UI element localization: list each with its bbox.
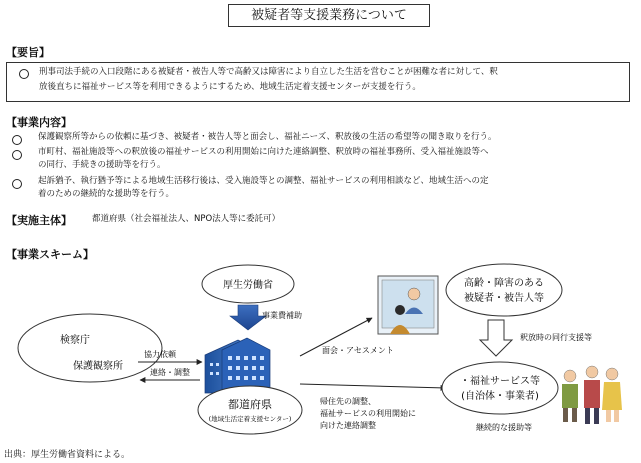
- welfare-label-1: ・福祉サービス等: [460, 376, 540, 387]
- funding-arrow-icon: [230, 305, 266, 330]
- center-label: (地域生活定着支援センター): [208, 415, 292, 423]
- welfare-node: [442, 362, 558, 414]
- bullet-circle-icon: [12, 179, 22, 189]
- scheme-diagram: [0, 258, 641, 448]
- contents-item-2-line-2: の同行、手続きの援助等を行う。: [38, 160, 166, 170]
- source-note: 出典：厚生労働省資料による。: [4, 450, 131, 460]
- welfare-label-2: (自治体・事業者): [461, 391, 539, 402]
- summary-box: [6, 62, 630, 102]
- coordination-desc-2: 福祉サービスの利用開始に: [320, 409, 416, 418]
- people-illustration: [562, 366, 622, 424]
- contents-heading: 【事業内容】: [6, 116, 72, 129]
- bullet-circle-icon: [19, 69, 29, 79]
- suspect-label-1: 高齢・障害のある: [464, 278, 544, 289]
- contents-item-1-line-1: 保護観察所等からの依頼に基づき、被疑者・被告人等と面会し、福祉ニーズ、釈放後の生活の希望等の聞き取りを行う。: [38, 132, 497, 142]
- coordination-label: 連絡・調整: [150, 368, 190, 377]
- subsidy-label: 事業費補助: [262, 311, 302, 320]
- continuous-support-label: 継続的な援助等: [476, 423, 532, 432]
- implementer-heading: 【実施主体】: [6, 214, 72, 227]
- coordination-to-welfare-arrow: [300, 384, 446, 388]
- prefecture-label: 都道府県: [228, 398, 272, 411]
- suspect-node: [446, 264, 562, 316]
- suspect-label-2: 被疑者・被告人等: [464, 293, 544, 304]
- bullet-circle-icon: [12, 135, 22, 145]
- probation-label: 保護観察所: [73, 361, 123, 372]
- summary-line-1: 刑事司法手続の入口段階にある被疑者・被告人等で高齢又は障害により自立した生活を営むことが困難な者に対して、釈: [39, 67, 498, 77]
- accompany-label: 釈放時の同行支援等: [520, 333, 592, 342]
- summary-heading: 【要旨】: [6, 46, 50, 59]
- prosecutors-label: 検察庁: [60, 335, 90, 346]
- request-label: 協力依頼: [144, 350, 176, 359]
- summary-line-2: 放後直ちに福祉サービス等を利用できるようにするため、地域生活定着支援センターが支援を行う。: [39, 82, 421, 92]
- interview-label: 面会・アセスメント: [322, 346, 394, 355]
- page-title: 被疑者等支援業務について: [228, 4, 430, 27]
- coordination-desc-1: 帰住先の調整、: [320, 397, 376, 406]
- interview-illustration: [378, 276, 438, 334]
- scheme-heading: 【事業スキーム】: [6, 248, 94, 261]
- coordination-desc-3: 向けた連絡調整: [320, 421, 376, 430]
- mhlw-label: 厚生労働省: [223, 280, 273, 291]
- prefecture-node: [198, 386, 302, 434]
- release-support-arrow-icon: [480, 320, 512, 356]
- contents-item-3-line-2: 着のための継続的な援助等を行う。: [38, 189, 175, 199]
- contents-item-3-line-1: 起訴猶予、執行猶予等による地域生活移行後は、受入施設等との調整、福祉サービスの利用相談など、地域生活への定: [38, 176, 489, 186]
- implementer-text: 都道府県（社会福祉法人、NPO法人等に委託可）: [92, 214, 281, 224]
- bullet-circle-icon: [12, 150, 22, 160]
- prosecutors-probation-node: [18, 314, 162, 382]
- contents-item-2-line-1: 市町村、福祉施設等への釈放後の福祉サービスの利用開始に向けた連絡調整、釈放時の福祉事務所、受入福祉施設等へ: [38, 147, 489, 157]
- mhlw-node: [202, 265, 294, 303]
